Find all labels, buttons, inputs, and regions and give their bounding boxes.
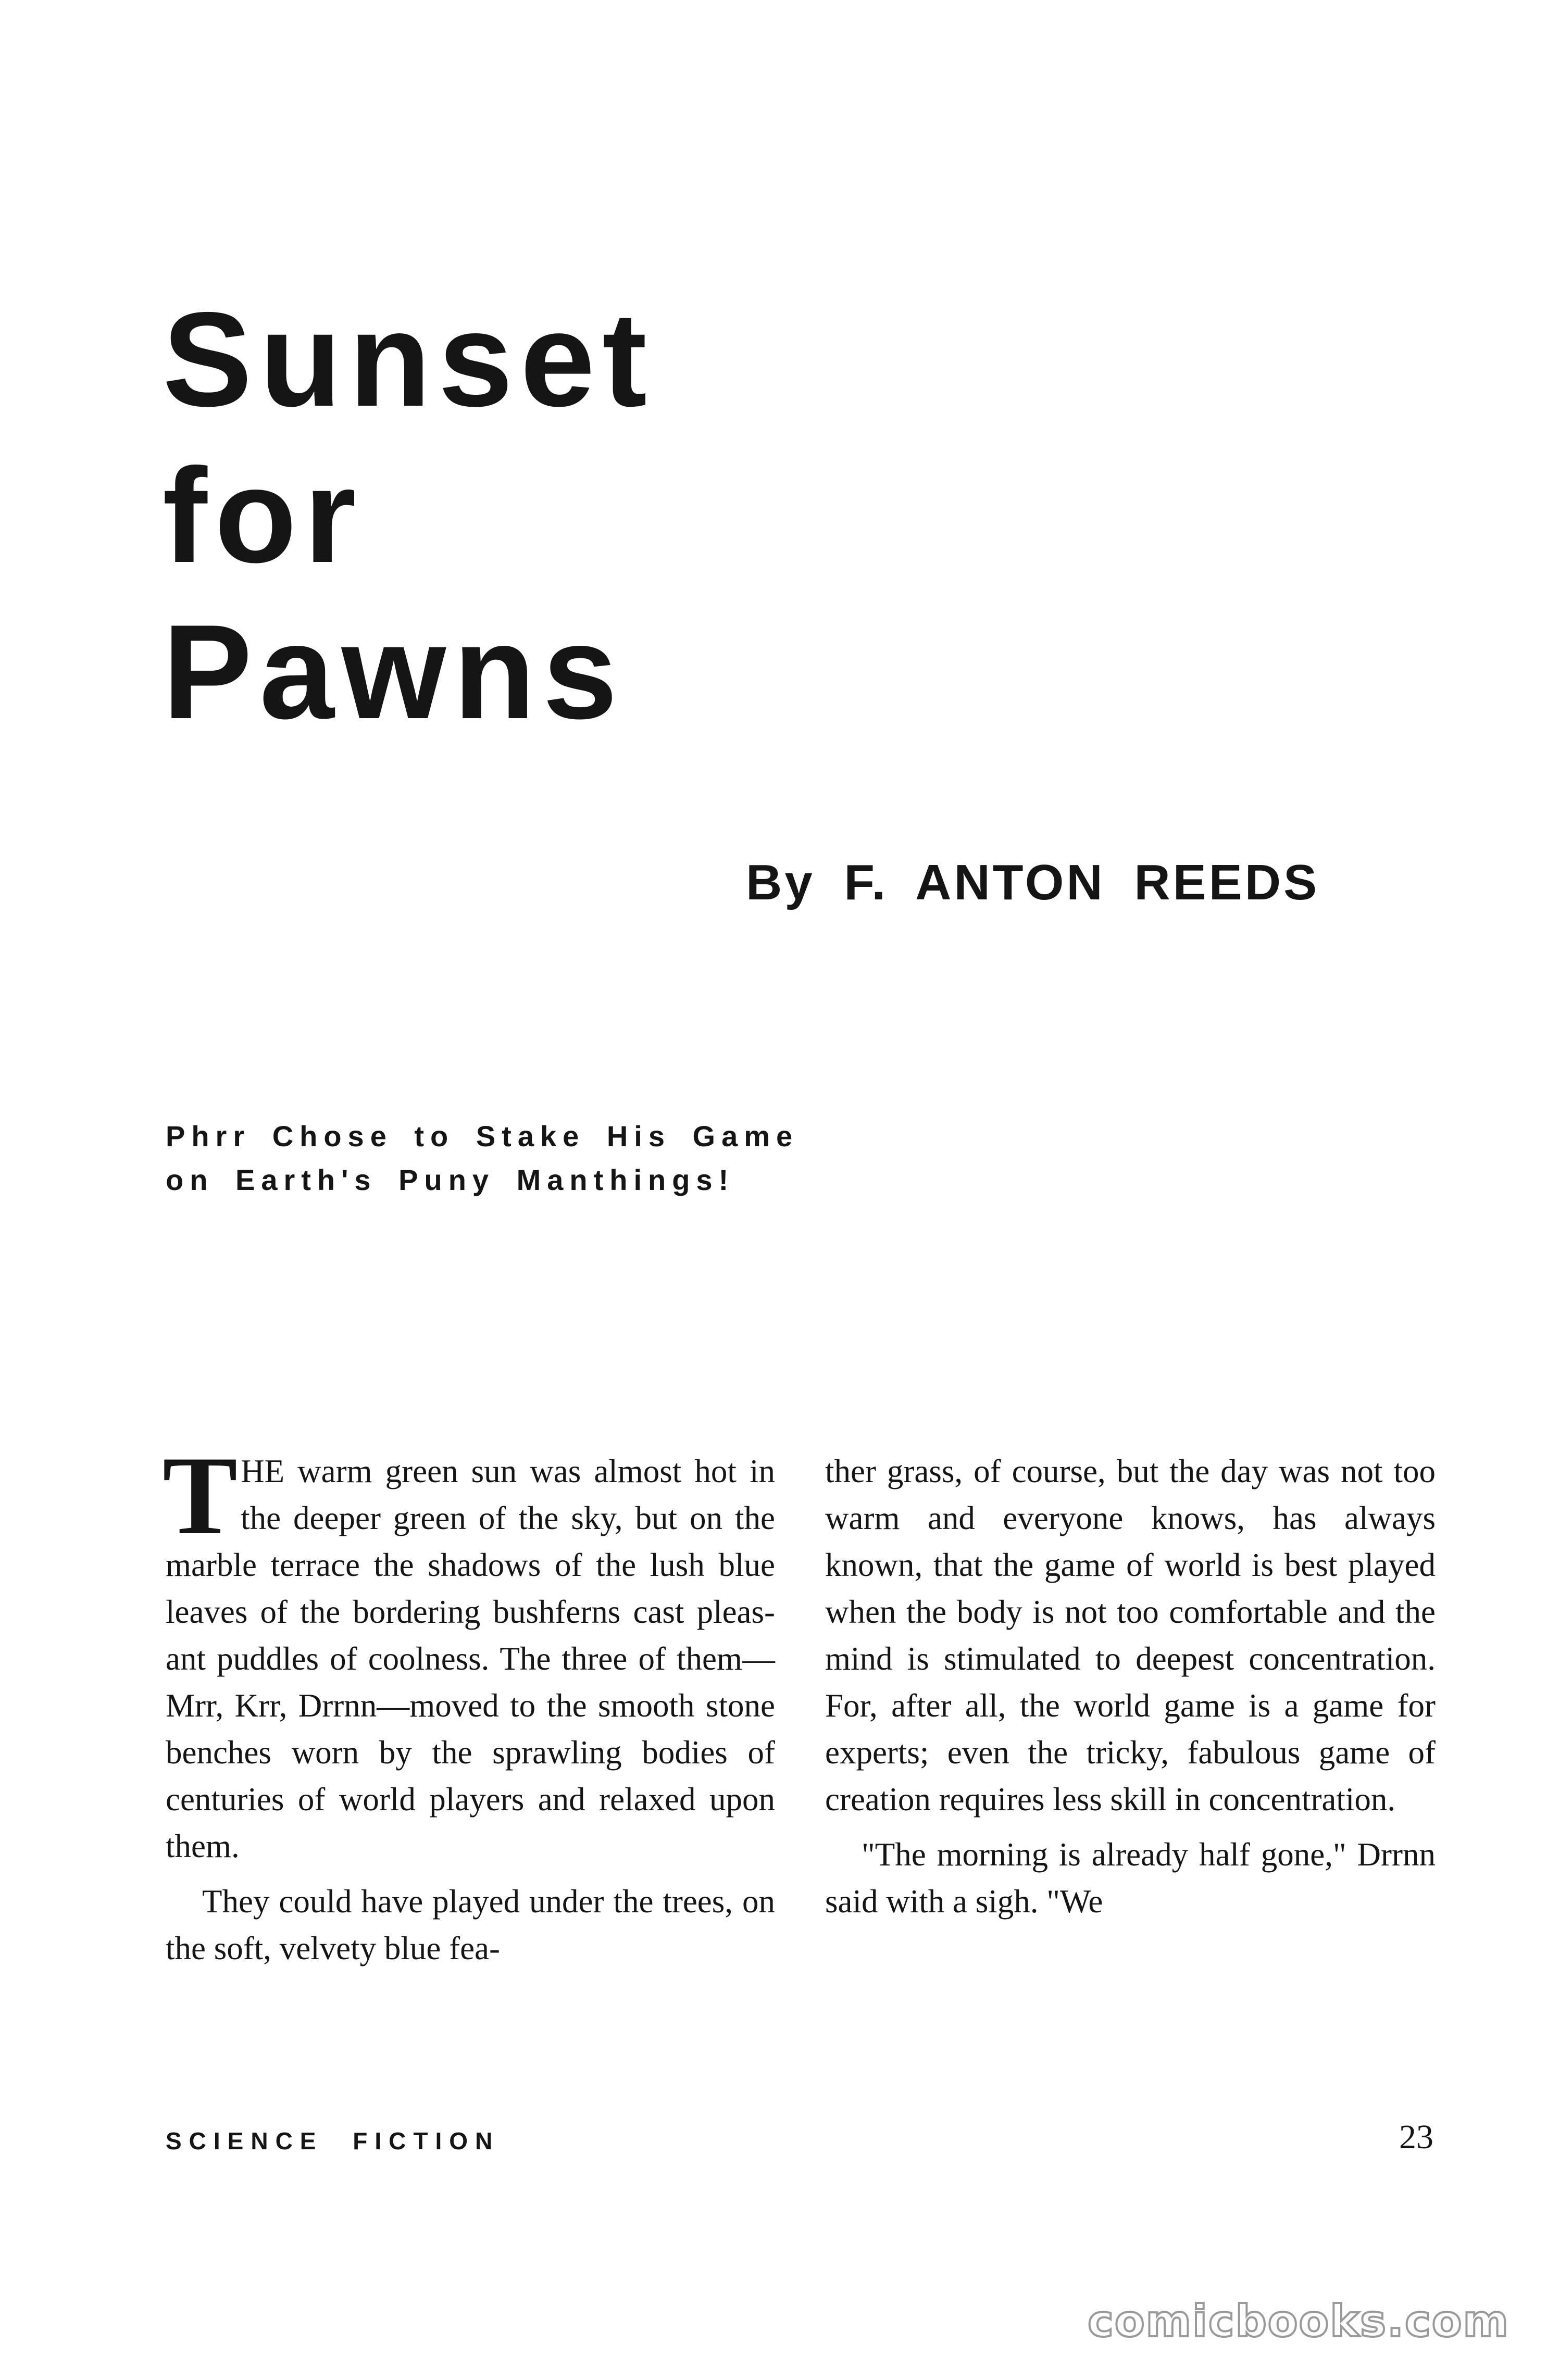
page-number: 23: [1399, 2118, 1433, 2156]
watermark-logo: comicbooks.com: [1088, 2296, 1509, 2347]
story-title: [163, 281, 654, 750]
paragraph-opening-text: HE warm green sun was almost hot in the deeper green of the sky, but on the marble terrace the shadows of the lush blue leaves of the bordering bushferns cast pleasant puddles of coolness. The three of them—Mrr, Krr, Drrnn—moved to the smooth stone benches worn by the sprawling bodies of centuries of world players and relaxed upon them.: [166, 1453, 775, 1864]
text-column-left: [163, 1433, 775, 1972]
paragraph-continued: ther grass, of course, but the day was not too warm and everyone knows, has always known, that the game of world is best played when the body is not too comfortable and the mind is stimulated to deepest concentration. For, after all, the world game is a game for experts; even the tricky, fabulous game of creation requires less skill in concentration.: [825, 1453, 1436, 1818]
paragraph-opening: [163, 1433, 775, 1870]
title-line-3: Pawns: [163, 596, 625, 747]
title-line-1: Sunset: [163, 284, 655, 434]
magazine-name: SCIENCE FICTION: [166, 2127, 500, 2154]
drop-cap: T: [163, 1433, 238, 1558]
paragraph-second: They could have played under the trees, on the soft, velvety blue fea-: [166, 1883, 775, 1966]
text-column-right: [825, 1448, 1436, 1925]
deck-line-2: on Earth's Puny Manthings!: [166, 1163, 735, 1196]
story-deck: [166, 1114, 799, 1202]
paragraph-dialogue: "The morning is already half gone," Drrnn said with a sigh. "We: [825, 1836, 1436, 1920]
title-line-2: for: [163, 440, 364, 591]
author-byline: By F. ANTON REEDS: [746, 855, 1320, 910]
deck-line-1: Phrr Chose to Stake His Game: [166, 1120, 799, 1153]
